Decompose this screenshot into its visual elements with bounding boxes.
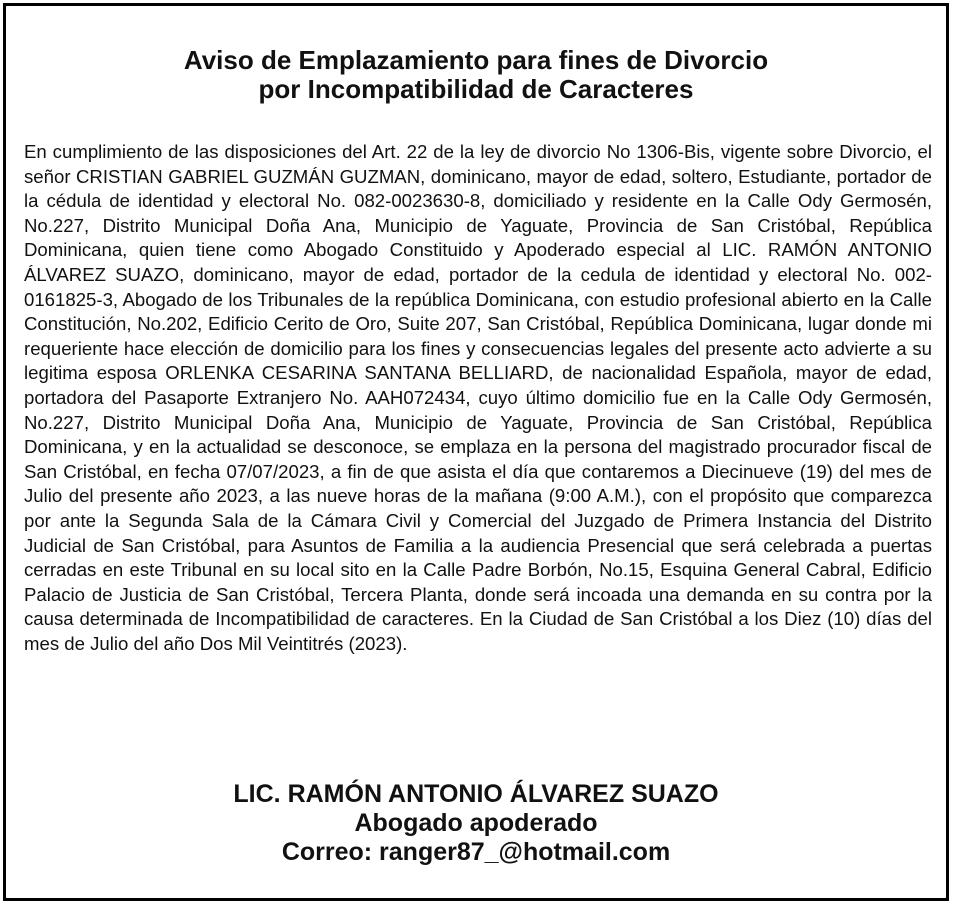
title-line-2: por Incompatibilidad de Caracteres — [258, 74, 694, 104]
signature-block — [6, 780, 946, 867]
notice-title — [6, 46, 946, 104]
title-line-1: Aviso de Emplazamiento para fines de Divorcio — [183, 45, 769, 75]
notice-frame — [3, 3, 949, 901]
signature-email: Correo: ranger87_@hotmail.com — [281, 838, 671, 866]
signature-name: LIC. RAMÓN ANTONIO ÁLVAREZ SUAZO — [233, 780, 719, 808]
signature-role: Abogado apoderado — [354, 809, 598, 837]
notice-body: En cumplimiento de las disposiciones del Art. 22 de la ley de divorcio No 1306-Bis, vigente sobre Divorcio, el señor CRISTIAN GABRIEL GUZMÁN GUZMAN, dominicano, mayor de edad, soltero, Estudiante, portador de la cédula de identidad y electoral No. 082-0023630-8, domiciliado y residente en la Calle Ody Germosén, No.227, Distrito Municipal Doña Ana, Municipio de Yaguate, Provincia de San Cristóbal, República Dominicana, quien tiene como Abogado Constituido y Apoderado especial al LIC. RAMÓN ANTONIO ÁLVAREZ SUAZO, dominicano, mayor de edad, portador de la cedula de identidad y electoral No. 002-0161825-3, Abogado de los Tribunales de la república Dominicana, con estudio profesional abierto en la Calle Constitución, No.202, Edificio Cerito de Oro, Suite 207, San Cristóbal, República Dominicana, lugar donde mi requeriente hace elección de domicilio para los fines y consecuencias legales del presente acto advierte a su legitima esposa ORLENKA CESARINA SANTANA BELLIARD, de nacionalidad Española, mayor de edad, portadora del Pasaporte Extranjero No. AAH072434, cuyo último domicilio fue en la Calle Ody Germosén, No.227, Distrito Municipal Doña Ana, Municipio de Yaguate, Provincia de San Cristóbal, República Dominicana, y en la actualidad se desconoce, se emplaza en la persona del magistrado procurador fiscal de San Cristóbal, en fecha 07/07/2023, a fin de que asista el día que contaremos a Diecinueve (19) del mes de Julio del presente año 2023, a las nueve horas de la mañana (9:00 A.M.), con el propósito que comparezca por ante la Segunda Sala de la Cámara Civil y Comercial del Juzgado de Primera Instancia del Distrito Judicial de San Cristóbal, para Asuntos de Familia a la audiencia Presencial que será celebrada a puertas cerradas en este Tribunal en su local sito en la Calle Padre Borbón, No.15, Esquina General Cabral, Edificio Palacio de Justicia de San Cristóbal, Tercera Planta, donde será incoada una demanda en su contra por la causa determinada de Incompatibilidad de caracteres. En la Ciudad de San Cristóbal a los Diez (10) días del mes de Julio del año Dos Mil Veintitrés (2023). — [24, 141, 932, 654]
